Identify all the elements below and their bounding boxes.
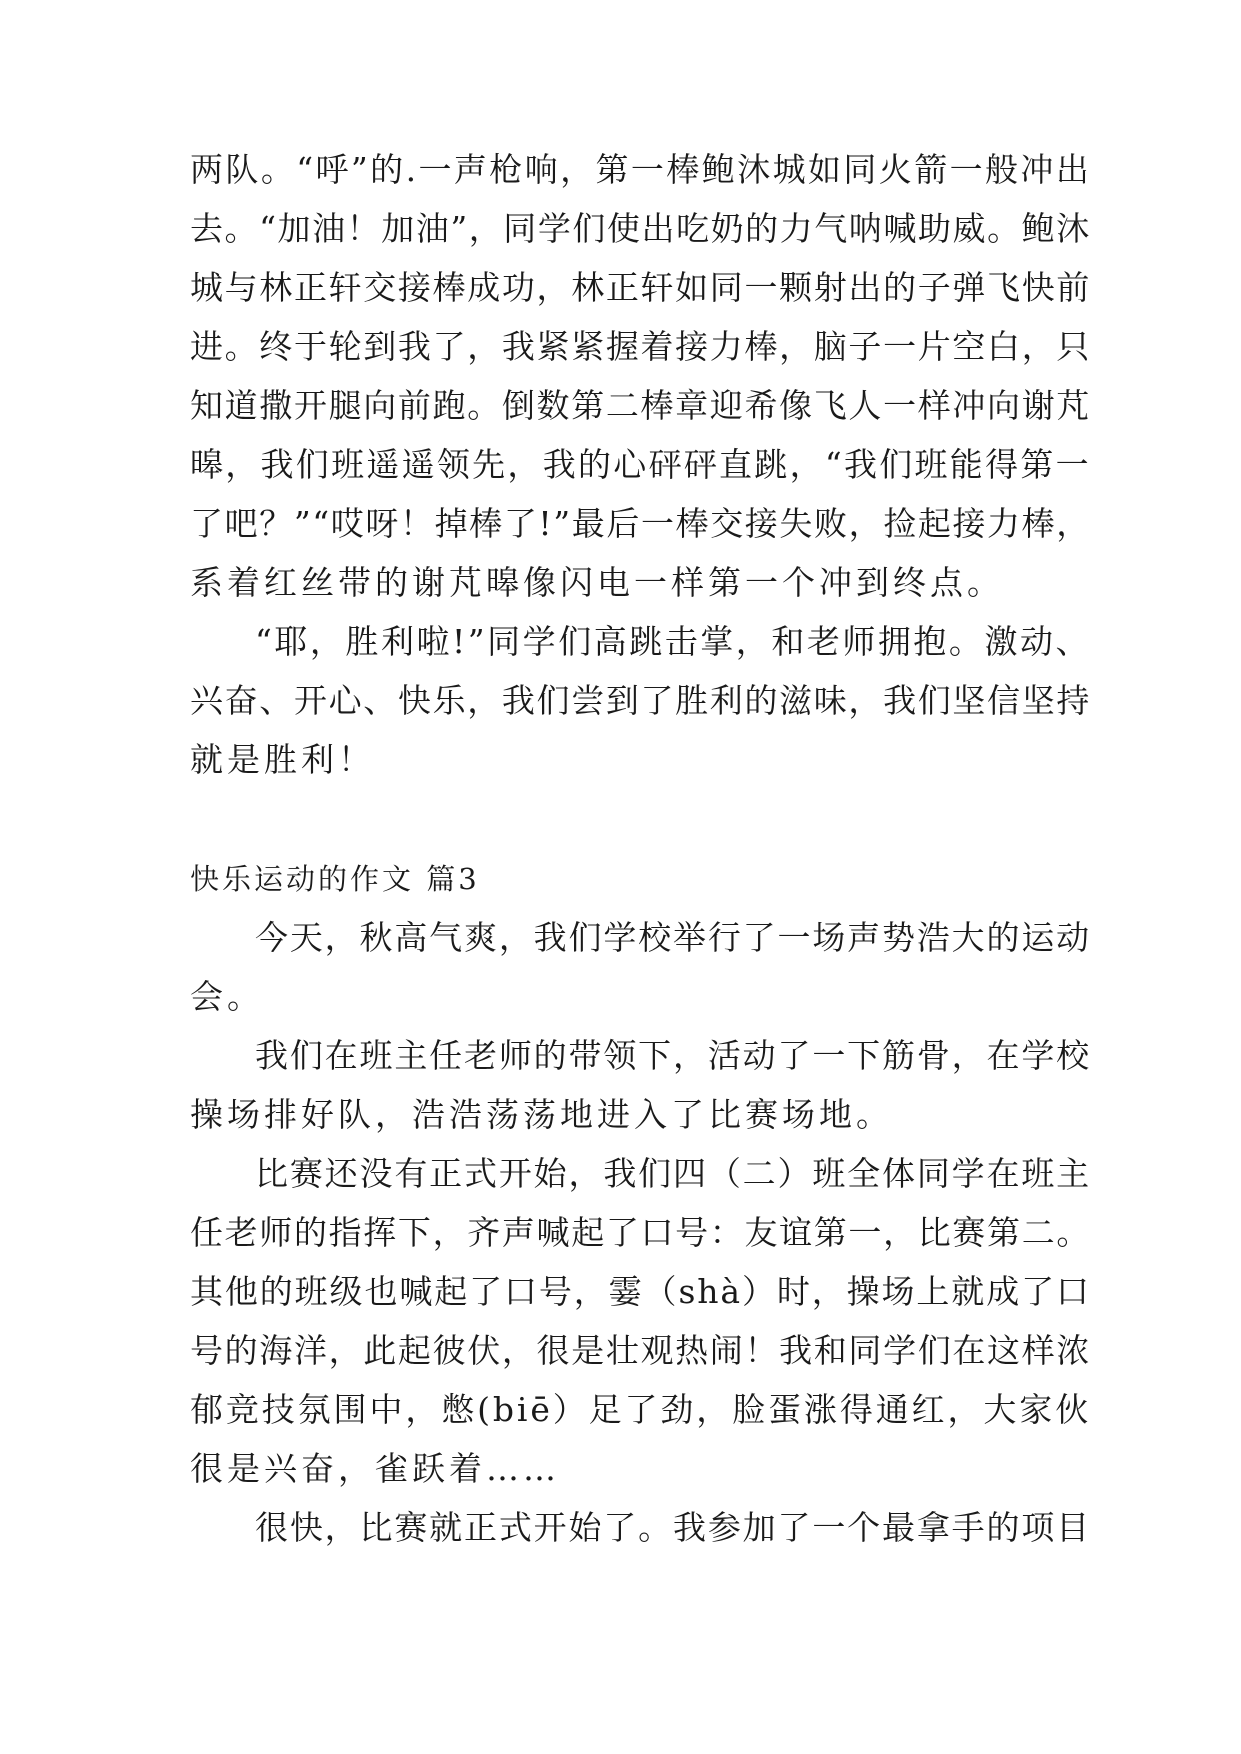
- paragraph-line: 很快，比赛就正式开始了。我参加了一个最拿手的项目: [255, 1508, 1091, 1547]
- paragraph-line: 号的海洋，此起彼伏，很是壮观热闹！我和同学们在这样浓: [190, 1331, 1091, 1370]
- paragraph-line: 知道撒开腿向前跑。倒数第二棒章迎希像飞人一样冲向谢芃: [190, 386, 1091, 425]
- paragraph-line: 任老师的指挥下，齐声喊起了口号：友谊第一，比赛第二。: [190, 1213, 1091, 1252]
- paragraph-line: 系着红丝带的谢芃暤像闪电一样第一个冲到终点。: [190, 563, 1004, 602]
- paragraph-line: 我们在班主任老师的带领下，活动了一下筋骨，在学校: [255, 1036, 1091, 1075]
- paragraph-line: 城与林正轩交接棒成功，林正轩如同一颗射出的子弹飞快前: [190, 268, 1091, 307]
- paragraph-line: 进。终于轮到我了，我紧紧握着接力棒，脑子一片空白，只: [190, 327, 1091, 366]
- paragraph-line: 两队。“呼”的.一声枪响，第一棒鲍沐城如同火箭一般冲出: [190, 150, 1092, 189]
- paragraph-line: 其他的班级也喊起了口号，霎（shà）时，操场上就成了口: [190, 1272, 1091, 1311]
- paragraph-line: 很是兴奋，雀跃着……: [190, 1449, 560, 1488]
- paragraph-line: 郁竞技氛围中，憋(biē）足了劲，脸蛋涨得通红，大家伙: [190, 1390, 1092, 1429]
- paragraph-line: 兴奋、开心、快乐，我们尝到了胜利的滋味，我们坚信坚持: [190, 681, 1091, 720]
- paragraph-line: 今天，秋高气爽，我们学校举行了一场声势浩大的运动: [255, 918, 1091, 957]
- paragraph-line: 了吧？”“哎呀！掉棒了!”最后一棒交接失败，捡起接力棒，: [190, 504, 1091, 543]
- paragraph-line: “耶，胜利啦!”同学们高跳击掌，和老师拥抱。激动、: [255, 622, 1092, 661]
- paragraph-line: 操场排好队，浩浩荡荡地进入了比赛场地。: [190, 1095, 893, 1134]
- paragraph-line: 去。“加油！加油”，同学们使出吃奶的力气呐喊助威。鲍沐: [190, 209, 1091, 248]
- paragraph-line: 暤，我们班遥遥领先，我的心砰砰直跳，“我们班能得第一: [190, 445, 1091, 484]
- paragraph-line: 就是胜利！: [190, 740, 375, 779]
- section-heading: 快乐运动的作文 篇3: [190, 862, 480, 896]
- paragraph-line: 会。: [190, 977, 264, 1016]
- paragraph-line: 比赛还没有正式开始，我们四（二）班全体同学在班主: [255, 1154, 1091, 1193]
